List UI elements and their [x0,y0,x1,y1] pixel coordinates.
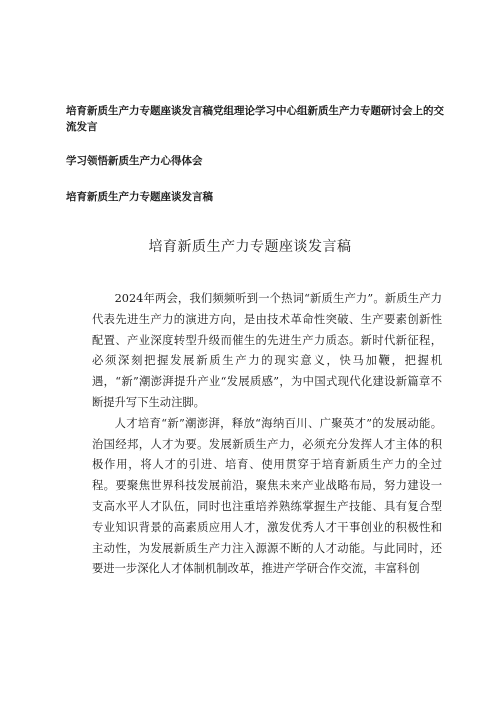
document-body [92,289,442,580]
document-title: 培育新质生产力专题座谈发言稿 [148,239,352,255]
toc-item[interactable]: 培育新质生产力专题座谈发言稿党组理论学习中心组新质生产力专题研讨会上的交流发言 [66,105,444,133]
body-paragraph: 人才培育“新”潮澎湃，释放“海纳百川、广聚英才”的发展动能。治国经邦，人才为要。发展新质生产力，必须充分发挥人才主体的积极作用，将人才的引进、培育、使用贯穿于培育新质生产力的全过程。要聚焦世界科技发展前沿，聚焦未来产业战略布局，努力建设一支高水平人才队伍，同时也注重培养熟练掌握生产技能、具有复合型专业知识背景的高素质应用人才，激发优秀人才干事创业的积极性和主动性，为发展新质生产力注入源源不断的人才动能。与此同时，还要进一步深化人才体制机制改革，推进产学研合作交流，丰富科创 [92,416,442,576]
body-paragraph: 2024年两会，我们频频听到一个热词“新质生产力”。新质生产力代表先进生产力的演进方向，是由技术革命性突破、生产要素创新性配置、产业深度转型升级而催生的先进生产力质态。新时代新征程，必须深刻把握发展新质生产力的现实意义，快马加鞭，把握机遇，“新”潮澎湃提升产业“发展质感”，为中国式现代化建设新篇章不断提升写下生动注脚。 [92,292,442,409]
toc-item[interactable]: 培育新质生产力专题座谈发言稿 [66,191,213,203]
toc-item[interactable]: 学习领悟新质生产力心得体会 [66,155,203,167]
table-of-contents [66,103,446,225]
